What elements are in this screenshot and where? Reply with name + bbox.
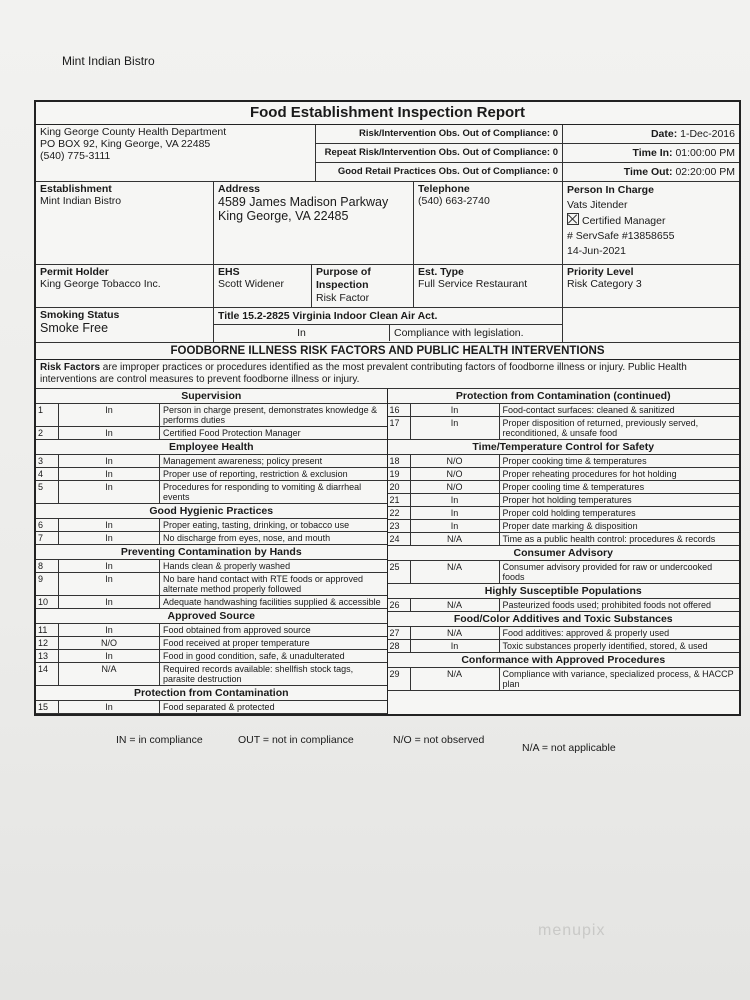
item-number: 21	[388, 494, 411, 506]
item-description: Proper cooking time & temperatures	[502, 456, 647, 466]
item-description: Certified Food Protection Manager	[163, 428, 301, 438]
item-number: 7	[36, 532, 59, 544]
pic-cert: Certified Manager	[582, 215, 666, 227]
item-description: Food obtained from approved source	[163, 625, 311, 635]
item-status: N/O	[411, 468, 500, 480]
ehs-cell	[214, 265, 312, 307]
inspection-item	[388, 561, 740, 584]
item-status: In	[59, 468, 160, 480]
address-cell	[214, 182, 414, 264]
item-description: Required records available: shellfish stock tags, parasite destruction	[163, 664, 354, 684]
inspection-item	[36, 596, 387, 609]
establishment-value: Mint Indian Bistro	[40, 195, 122, 207]
item-description: Management awareness; policy present	[163, 456, 323, 466]
item-description: Proper eating, tasting, drinking, or tobacco use	[163, 520, 350, 530]
item-status: In	[59, 427, 160, 439]
item-description: Consumer advisory provided for raw or undercooked foods	[502, 562, 713, 582]
item-number: 19	[388, 468, 411, 480]
obs-repeat-value: 0	[552, 147, 558, 158]
time-out-value: 02:20:00 PM	[675, 166, 735, 178]
legend-in: IN = in compliance	[116, 734, 203, 746]
category-heading: Food/Color Additives and Toxic Substances	[388, 612, 740, 627]
risk-factor-columns	[36, 389, 739, 714]
right-column	[388, 389, 740, 714]
item-description: Proper reheating procedures for hot holding	[502, 469, 677, 479]
permit-value: King George Tobacco Inc.	[40, 278, 161, 290]
pic-cert-date: 14-Jun-2021	[567, 245, 626, 257]
inspection-item	[388, 455, 740, 468]
item-status: N/A	[411, 627, 500, 639]
item-status: In	[59, 404, 160, 426]
item-description: Pasteurized foods used; prohibited foods not offered	[502, 600, 711, 610]
item-status: N/O	[59, 637, 160, 649]
item-status: N/A	[411, 599, 500, 611]
item-status: In	[411, 640, 500, 652]
left-column	[36, 389, 388, 714]
telephone-value: (540) 663-2740	[418, 195, 490, 207]
pic-name: Vats Jitender	[567, 199, 628, 211]
item-description: No bare hand contact with RTE foods or approved alternate method properly followed	[163, 574, 363, 594]
inspection-item	[388, 627, 740, 640]
item-status: N/A	[411, 561, 500, 583]
telephone-cell	[414, 182, 563, 264]
item-status: In	[411, 404, 500, 416]
item-description: Proper cooling time & temperatures	[502, 482, 645, 492]
obs-risk-label: Risk/Intervention Obs. Out of Compliance:	[358, 128, 551, 139]
item-number: 28	[388, 640, 411, 652]
date-label: Date:	[650, 128, 678, 140]
clean-air-act-status: In	[214, 325, 390, 341]
item-status: In	[59, 519, 160, 531]
item-description: No discharge from eyes, nose, and mouth	[163, 533, 331, 543]
est-type-cell	[414, 265, 563, 307]
purpose-cell	[312, 265, 414, 307]
time-in-label: Time In:	[632, 147, 673, 159]
report-title: Food Establishment Inspection Report	[36, 102, 739, 125]
obs-risk-value: 0	[552, 128, 558, 139]
inspection-item	[388, 599, 740, 612]
item-status: In	[411, 507, 500, 519]
smoking-cell	[36, 308, 214, 342]
item-description: Person in charge present, demonstrates knowledge & performs duties	[163, 405, 378, 425]
inspection-item	[36, 663, 387, 686]
item-number: 25	[388, 561, 411, 583]
category-heading: Employee Health	[36, 440, 387, 455]
inspection-report	[34, 100, 741, 716]
item-number: 6	[36, 519, 59, 531]
obs-block	[316, 125, 563, 181]
item-status: N/A	[411, 533, 500, 545]
purpose-value: Risk Factor	[316, 292, 370, 304]
item-status: In	[59, 624, 160, 636]
inspection-item	[36, 701, 387, 714]
time-in-value: 01:00:00 PM	[675, 147, 735, 159]
item-number: 9	[36, 573, 59, 595]
clean-air-act-title: Title 15.2-2825 Virginia Indoor Clean Air Act.	[214, 308, 562, 325]
inspection-item	[388, 668, 740, 691]
inspection-item	[36, 532, 387, 545]
item-number: 12	[36, 637, 59, 649]
item-description: Food received at proper temperature	[163, 638, 310, 648]
inspection-item	[36, 637, 387, 650]
item-number: 5	[36, 481, 59, 503]
item-description: Proper cold holding temperatures	[502, 508, 636, 518]
establishment-label: Mint Indian Bistro	[62, 54, 155, 68]
item-description: Proper date marking & disposition	[502, 521, 638, 531]
item-status: In	[411, 520, 500, 532]
dept-name: King George County Health Department	[40, 126, 227, 138]
item-number: 4	[36, 468, 59, 480]
item-number: 8	[36, 560, 59, 572]
category-heading: Protection from Contamination (continued)	[388, 389, 740, 404]
item-status: N/A	[59, 663, 160, 685]
purpose-label-1: Purpose of	[316, 266, 371, 278]
item-number: 29	[388, 668, 411, 690]
est-type-label: Est. Type	[418, 266, 464, 278]
item-number: 20	[388, 481, 411, 493]
person-in-charge-cell	[563, 182, 739, 264]
dept-phone: (540) 775-3111	[40, 150, 111, 162]
legend-no: N/O = not observed	[393, 734, 485, 746]
item-number: 24	[388, 533, 411, 545]
item-status: In	[411, 417, 500, 439]
item-description: Time as a public health control: procedures & records	[502, 534, 716, 544]
category-heading: Supervision	[36, 389, 387, 404]
category-heading: Protection from Contamination	[36, 686, 387, 701]
item-description: Toxic substances properly identified, stored, & used	[502, 641, 708, 651]
inspection-item	[36, 427, 387, 440]
dept-address: PO BOX 92, King George, VA 22485	[40, 138, 211, 150]
inspection-item	[388, 533, 740, 546]
inspection-item	[388, 417, 740, 440]
inspection-item	[388, 404, 740, 417]
item-status: In	[59, 481, 160, 503]
item-status: In	[59, 560, 160, 572]
health-dept	[36, 125, 316, 181]
legend-na: N/A = not applicable	[522, 742, 616, 754]
clean-air-act-compliance: Compliance with legislation.	[394, 327, 524, 339]
category-heading: Good Hygienic Practices	[36, 504, 387, 519]
item-status: In	[59, 573, 160, 595]
obs-retail-value: 0	[552, 166, 558, 177]
item-number: 1	[36, 404, 59, 426]
inspection-item	[388, 640, 740, 653]
item-status: In	[59, 596, 160, 608]
item-status: In	[59, 650, 160, 662]
item-number: 17	[388, 417, 411, 439]
telephone-label: Telephone	[418, 183, 470, 195]
pic-label: Person In Charge	[567, 184, 654, 196]
address-line1: 4589 James Madison Parkway	[218, 195, 389, 209]
inspection-item	[36, 455, 387, 468]
item-description: Proper use of reporting, restriction & exclusion	[163, 469, 348, 479]
item-description: Food additives: approved & properly used	[502, 628, 670, 638]
item-description: Food-contact surfaces: cleaned & sanitized	[502, 405, 675, 415]
item-number: 11	[36, 624, 59, 636]
item-description: Proper disposition of returned, previously served, reconditioned, & unsafe food	[502, 418, 699, 438]
item-status: In	[59, 455, 160, 467]
date-value: 1-Dec-2016	[680, 128, 735, 140]
establishment-field-label: Establishment	[40, 183, 112, 195]
intro-rest: are improper practices or procedures identified as the most prevalent contributing factors of foodborne illness or injury. Public Health interventions are control measures to prevent foodborne illness or injury.	[40, 362, 687, 385]
inspection-item	[388, 481, 740, 494]
priority-cell	[563, 265, 739, 307]
item-number: 10	[36, 596, 59, 608]
category-heading: Consumer Advisory	[388, 546, 740, 561]
priority-label: Priority Level	[567, 266, 634, 278]
inspection-item	[36, 650, 387, 663]
ehs-value: Scott Widener	[218, 278, 284, 290]
ehs-label: EHS	[218, 266, 240, 278]
permit-label: Permit Holder	[40, 266, 109, 278]
item-number: 16	[388, 404, 411, 416]
est-type-value: Full Service Restaurant	[418, 278, 528, 290]
inspection-item	[36, 573, 387, 596]
inspection-item	[388, 494, 740, 507]
item-description: Food separated & protected	[163, 702, 275, 712]
date-time-block	[563, 125, 739, 181]
intro-bold: Risk Factors	[40, 362, 101, 373]
item-description: Hands clean & properly washed	[163, 561, 291, 571]
item-number: 13	[36, 650, 59, 662]
item-status: In	[59, 701, 160, 713]
permit-cell	[36, 265, 214, 307]
obs-retail-label: Good Retail Practices Obs. Out of Compliance:	[337, 166, 551, 177]
obs-repeat-label: Repeat Risk/Intervention Obs. Out of Compliance:	[324, 147, 551, 158]
category-heading: Conformance with Approved Procedures	[388, 653, 740, 668]
time-out-label: Time Out:	[623, 166, 673, 178]
purpose-label-2: Inspection	[316, 279, 369, 291]
item-number: 3	[36, 455, 59, 467]
item-status: N/O	[411, 481, 500, 493]
clean-air-act-cell	[214, 308, 563, 342]
address-label: Address	[218, 183, 261, 195]
category-heading: Highly Susceptible Populations	[388, 584, 740, 599]
address-line2: King George, VA 22485	[218, 209, 349, 223]
item-number: 22	[388, 507, 411, 519]
item-status: In	[411, 494, 500, 506]
item-description: Adequate handwashing facilities supplied & accessible	[163, 597, 381, 607]
inspection-item	[36, 519, 387, 532]
item-status: N/A	[411, 668, 500, 690]
inspection-item	[36, 404, 387, 427]
category-heading: Time/Temperature Control for Safety	[388, 440, 740, 455]
smoking-label: Smoking Status	[40, 309, 120, 321]
priority-value: Risk Category 3	[567, 278, 642, 290]
watermark: menupix	[538, 922, 606, 939]
smoking-value: Smoke Free	[40, 321, 109, 335]
establishment-cell	[36, 182, 214, 264]
category-heading: Preventing Contamination by Hands	[36, 545, 387, 560]
section-title: FOODBORNE ILLNESS RISK FACTORS AND PUBLIC HEALTH INTERVENTIONS	[36, 343, 739, 360]
item-description: Proper hot holding temperatures	[502, 495, 632, 505]
inspection-item	[36, 481, 387, 504]
inspection-item	[388, 520, 740, 533]
item-description: Food in good condition, safe, & unadulterated	[163, 651, 345, 661]
pic-servsafe: # ServSafe #13858655	[567, 230, 675, 242]
inspection-item	[388, 468, 740, 481]
checked-box-icon	[567, 213, 579, 225]
item-number: 18	[388, 455, 411, 467]
inspection-item	[36, 624, 387, 637]
item-status: N/O	[411, 455, 500, 467]
item-number: 26	[388, 599, 411, 611]
category-heading: Approved Source	[36, 609, 387, 624]
item-description: Procedures for responding to vomiting & diarrheal events	[163, 482, 362, 502]
item-number: 23	[388, 520, 411, 532]
item-number: 27	[388, 627, 411, 639]
inspection-item	[36, 560, 387, 573]
item-description: Compliance with variance, specialized process, & HACCP plan	[502, 669, 734, 689]
inspection-item	[388, 507, 740, 520]
legend-out: OUT = not in compliance	[238, 734, 354, 746]
risk-factors-intro	[36, 360, 739, 389]
item-number: 15	[36, 701, 59, 713]
inspection-item	[36, 468, 387, 481]
item-status: In	[59, 532, 160, 544]
item-number: 14	[36, 663, 59, 685]
item-number: 2	[36, 427, 59, 439]
